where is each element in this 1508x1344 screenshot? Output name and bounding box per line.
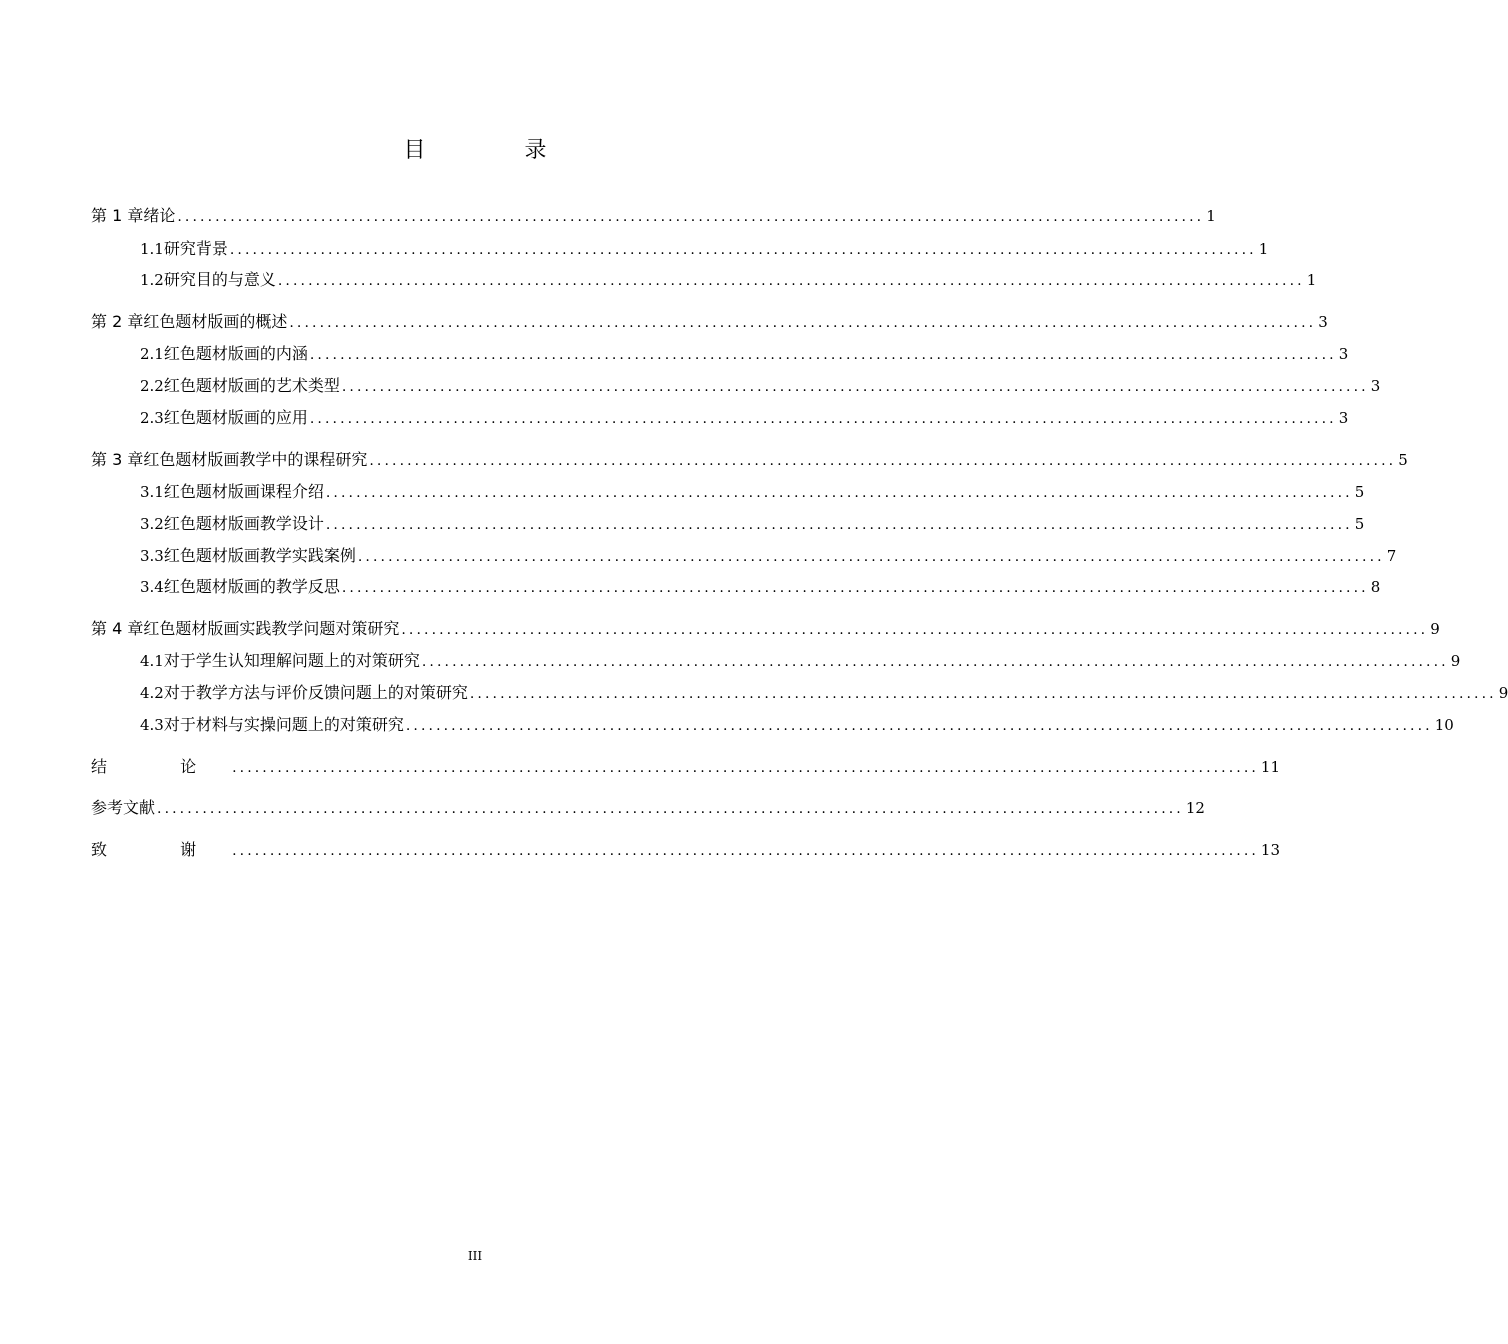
page-number: 5 xyxy=(1354,515,1365,533)
toc-entry-chapter-4[interactable] xyxy=(91,617,1440,641)
toc-entry-chapter-3[interactable] xyxy=(91,448,1408,472)
page-number: 13 xyxy=(1260,841,1281,859)
dot-leader: ........................................................................................................................................ xyxy=(157,801,1184,817)
dot-leader: ........................................................................................................................................ xyxy=(341,379,1369,395)
dot-leader: ........................................................................................................................................ xyxy=(325,485,1353,501)
dot-leader: ........................................................................................................................................ xyxy=(401,622,1429,638)
entry-title: 红色题材版画教学设计 xyxy=(163,514,324,533)
dot-leader: ........................................................................................................................................ xyxy=(232,843,1259,859)
toc-entry-1-2[interactable] xyxy=(140,268,1317,292)
entry-title: 对于材料与实操问题上的对策研究 xyxy=(163,715,404,734)
entry-title: 致 谢 xyxy=(91,840,231,859)
chapter-label: 第 2 章 xyxy=(91,312,144,331)
entry-title: 红色题材版画课程介绍 xyxy=(163,482,324,501)
dot-leader: ........................................................................................................................................ xyxy=(357,549,1385,565)
page-number: 9 xyxy=(1498,684,1508,702)
toc-entry-references[interactable] xyxy=(91,796,1205,820)
entry-title: 研究目的与意义 xyxy=(163,270,276,289)
toc-entry-1-1[interactable] xyxy=(140,237,1269,261)
entry-title: 红色题材版画实践教学问题对策研究 xyxy=(143,619,400,638)
page-number: 5 xyxy=(1398,451,1408,469)
page-number: 1 xyxy=(1258,240,1269,258)
entry-title: 红色题材版画的应用 xyxy=(163,408,308,427)
entry-title: 红色题材版画的教学反思 xyxy=(163,577,340,596)
toc-entry-conclusion[interactable] xyxy=(91,755,1281,779)
page-number: 5 xyxy=(1354,483,1365,501)
dot-leader: ........................................................................................................................................ xyxy=(369,453,1397,469)
dot-leader: ........................................................................................................................................ xyxy=(421,654,1449,670)
chapter-label: 第 3 章 xyxy=(91,450,144,469)
dot-leader: ........................................................................................................................................ xyxy=(405,718,1433,734)
toc-entry-2-3[interactable] xyxy=(140,406,1349,430)
page-number: 8 xyxy=(1370,578,1381,596)
entry-title: 红色题材版画的内涵 xyxy=(163,344,308,363)
dot-leader: ........................................................................................................................................ xyxy=(309,347,1337,363)
dot-leader: ........................................................................................................................................ xyxy=(469,686,1497,702)
toc-entry-4-3[interactable] xyxy=(140,713,1454,737)
section-number: 3.3 xyxy=(140,547,164,565)
page-title: 目 录 xyxy=(403,138,593,163)
entry-title: 绪论 xyxy=(143,206,176,225)
section-number: 4.2 xyxy=(140,684,164,702)
page-number: 3 xyxy=(1318,313,1328,331)
toc-entry-3-4[interactable] xyxy=(140,575,1381,599)
dot-leader: ........................................................................................................................................ xyxy=(325,517,1353,533)
page-number: 7 xyxy=(1386,547,1397,565)
section-number: 2.1 xyxy=(140,345,164,363)
toc-entry-3-2[interactable] xyxy=(140,512,1365,536)
entry-title: 红色题材版画的概述 xyxy=(143,312,288,331)
page-number: 3 xyxy=(1370,377,1381,395)
toc-entry-3-1[interactable] xyxy=(140,480,1365,504)
section-number: 2.2 xyxy=(140,377,164,395)
entry-title: 对于学生认知理解问题上的对策研究 xyxy=(163,651,420,670)
toc-entry-2-1[interactable] xyxy=(140,342,1349,366)
dot-leader: ........................................................................................................................................ xyxy=(177,209,1205,225)
chapter-label: 第 4 章 xyxy=(91,619,144,638)
dot-leader: ........................................................................................................................................ xyxy=(309,411,1337,427)
page-footer-number: III xyxy=(467,1249,483,1263)
dot-leader: ........................................................................................................................................ xyxy=(289,315,1317,331)
chapter-label: 第 1 章 xyxy=(91,206,144,225)
section-number: 2.3 xyxy=(140,409,164,427)
section-number: 4.3 xyxy=(140,716,164,734)
section-number: 1.1 xyxy=(140,240,164,258)
entry-title: 红色题材版画的艺术类型 xyxy=(163,376,340,395)
toc-entry-4-1[interactable] xyxy=(140,649,1461,673)
page-number: 9 xyxy=(1430,620,1440,638)
section-number: 3.4 xyxy=(140,578,164,596)
entry-title: 参考文献 xyxy=(91,798,156,817)
entry-title: 研究背景 xyxy=(163,239,228,258)
page-number: 1 xyxy=(1206,207,1216,225)
page-number: 9 xyxy=(1450,652,1461,670)
page-number: 12 xyxy=(1185,799,1205,817)
entry-title: 红色题材版画教学中的课程研究 xyxy=(143,450,368,469)
toc-entry-chapter-2[interactable] xyxy=(91,310,1328,334)
page-number: 10 xyxy=(1434,716,1454,734)
section-number: 3.2 xyxy=(140,515,164,533)
dot-leader: ........................................................................................................................................ xyxy=(232,760,1259,776)
dot-leader: ........................................................................................................................................ xyxy=(341,580,1369,596)
toc-entry-2-2[interactable] xyxy=(140,374,1381,398)
section-number: 3.1 xyxy=(140,483,164,501)
entry-title: 对于教学方法与评价反馈问题上的对策研究 xyxy=(163,683,468,702)
section-number: 4.1 xyxy=(140,652,164,670)
toc-entry-4-2[interactable] xyxy=(140,681,1508,705)
toc-entry-chapter-1[interactable] xyxy=(91,204,1216,228)
page-number: 3 xyxy=(1338,409,1349,427)
entry-title: 红色题材版画教学实践案例 xyxy=(163,546,356,565)
section-number: 1.2 xyxy=(140,271,164,289)
page-number: 1 xyxy=(1306,271,1317,289)
toc-entry-3-3[interactable] xyxy=(140,544,1397,568)
page-number: 11 xyxy=(1260,758,1281,776)
page-number: 3 xyxy=(1338,345,1349,363)
toc-entry-acknowledgements[interactable] xyxy=(91,838,1281,862)
dot-leader: ........................................................................................................................................ xyxy=(229,242,1257,258)
entry-title: 结 论 xyxy=(91,757,231,776)
dot-leader: ........................................................................................................................................ xyxy=(277,273,1305,289)
